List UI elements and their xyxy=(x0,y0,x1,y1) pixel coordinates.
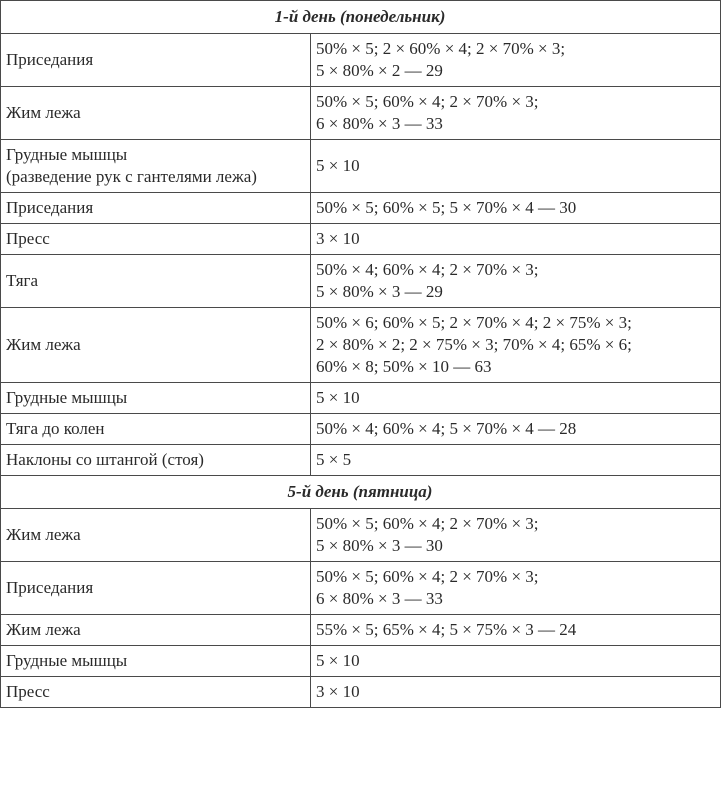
table-row xyxy=(1,140,721,193)
table-row xyxy=(1,646,721,677)
exercise-scheme: 5 × 10 xyxy=(311,646,721,677)
table-row xyxy=(1,87,721,140)
exercise-scheme: 50% × 5; 60% × 4; 2 × 70% × 3; 6 × 80% × 3 — 33 xyxy=(311,87,721,140)
table-row xyxy=(1,414,721,445)
exercise-name: Тяга до колен xyxy=(1,414,311,445)
table-row xyxy=(1,615,721,646)
table-row xyxy=(1,193,721,224)
exercise-name: Приседания xyxy=(1,562,311,615)
exercise-scheme: 50% × 4; 60% × 4; 5 × 70% × 4 — 28 xyxy=(311,414,721,445)
table-row xyxy=(1,562,721,615)
exercise-scheme: 5 × 10 xyxy=(311,383,721,414)
table-row xyxy=(1,255,721,308)
exercise-scheme: 50% × 5; 60% × 4; 2 × 70% × 3; 5 × 80% × 3 — 30 xyxy=(311,509,721,562)
day-title: 5-й день (пятница) xyxy=(1,476,721,509)
exercise-name: Грудные мышцы xyxy=(1,646,311,677)
table-row xyxy=(1,509,721,562)
exercise-name: Грудные мышцы (разведение рук с гантелями лежа) xyxy=(1,140,311,193)
exercise-name: Жим лежа xyxy=(1,615,311,646)
exercise-name: Наклоны со штангой (стоя) xyxy=(1,445,311,476)
exercise-scheme: 50% × 5; 2 × 60% × 4; 2 × 70% × 3; 5 × 80% × 2 — 29 xyxy=(311,34,721,87)
table-row xyxy=(1,308,721,383)
exercise-name: Жим лежа xyxy=(1,509,311,562)
table-row xyxy=(1,383,721,414)
exercise-scheme: 50% × 4; 60% × 4; 2 × 70% × 3; 5 × 80% × 3 — 29 xyxy=(311,255,721,308)
exercise-name: Приседания xyxy=(1,34,311,87)
exercise-name: Пресс xyxy=(1,677,311,708)
exercise-scheme: 55% × 5; 65% × 4; 5 × 75% × 3 — 24 xyxy=(311,615,721,646)
day-header-monday xyxy=(1,1,721,34)
exercise-name: Приседания xyxy=(1,193,311,224)
exercise-name: Жим лежа xyxy=(1,308,311,383)
exercise-name: Тяга xyxy=(1,255,311,308)
exercise-scheme: 50% × 5; 60% × 4; 2 × 70% × 3; 6 × 80% × 3 — 33 xyxy=(311,562,721,615)
day-header-friday xyxy=(1,476,721,509)
exercise-scheme: 5 × 10 xyxy=(311,140,721,193)
exercise-name: Пресс xyxy=(1,224,311,255)
exercise-scheme: 50% × 6; 60% × 5; 2 × 70% × 4; 2 × 75% × 3; 2 × 80% × 2; 2 × 75% × 3; 70% × 4; 65% × 6; 60% × 8; 50% × 10 — 63 xyxy=(311,308,721,383)
table-row xyxy=(1,34,721,87)
exercise-name: Жим лежа xyxy=(1,87,311,140)
exercise-scheme: 3 × 10 xyxy=(311,677,721,708)
table-row xyxy=(1,677,721,708)
day-title: 1-й день (понедельник) xyxy=(1,1,721,34)
exercise-scheme: 5 × 5 xyxy=(311,445,721,476)
training-plan-body xyxy=(1,1,721,708)
table-row xyxy=(1,445,721,476)
exercise-name: Грудные мышцы xyxy=(1,383,311,414)
exercise-scheme: 3 × 10 xyxy=(311,224,721,255)
table-row xyxy=(1,224,721,255)
exercise-scheme: 50% × 5; 60% × 5; 5 × 70% × 4 — 30 xyxy=(311,193,721,224)
